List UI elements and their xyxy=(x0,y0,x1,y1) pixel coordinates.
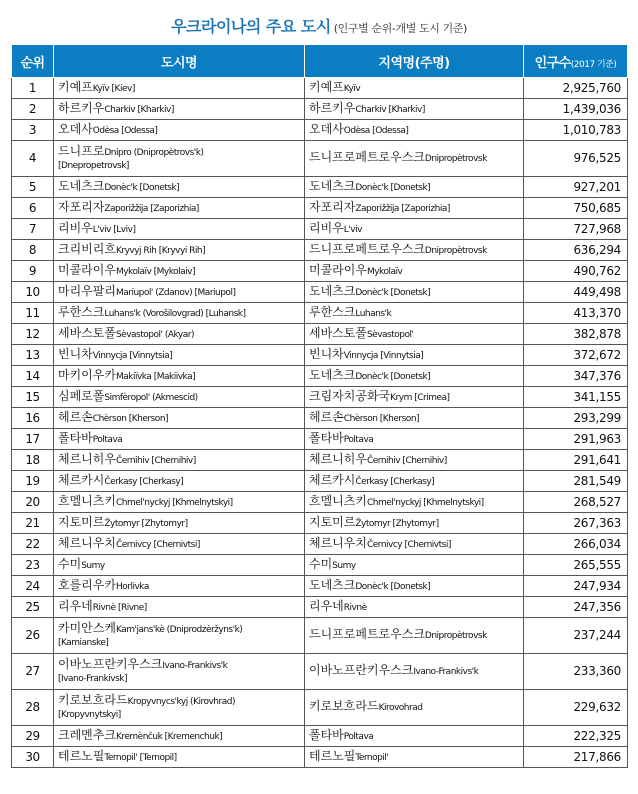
region-cell xyxy=(305,198,524,219)
rank-cell: 14 xyxy=(12,366,54,387)
city-name-korean: 키로보흐라드 xyxy=(58,692,128,707)
region-cell xyxy=(305,282,524,303)
population-cell: 1,010,783 xyxy=(524,120,628,141)
city-cell xyxy=(54,654,305,690)
region-name-latin: Rivnè xyxy=(343,602,367,613)
region-name-korean: 체르니히우 xyxy=(309,451,367,466)
population-cell: 247,356 xyxy=(524,597,628,618)
region-name-latin: Krym [Crimea] xyxy=(390,392,450,403)
table-row xyxy=(12,555,628,576)
rank-cell: 15 xyxy=(12,387,54,408)
city-cell xyxy=(54,99,305,120)
rank-cell: 8 xyxy=(12,240,54,261)
city-name-korean: 이바노프란키우스크 xyxy=(58,656,163,671)
region-name-latin: Dnipropètrovsk xyxy=(424,631,487,641)
table-row xyxy=(12,597,628,618)
table-row xyxy=(12,99,628,120)
rank-cell: 26 xyxy=(12,618,54,654)
table-row xyxy=(12,78,628,99)
city-cell xyxy=(54,450,305,471)
population-cell: 217,866 xyxy=(524,747,628,768)
city-name-latin-alt: [Kamianske] xyxy=(58,637,109,648)
region-name-latin: Odèsa [Odessa] xyxy=(343,125,409,136)
city-cell xyxy=(54,303,305,324)
city-cell xyxy=(54,324,305,345)
rank-cell: 27 xyxy=(12,654,54,690)
region-cell xyxy=(305,219,524,240)
city-cell xyxy=(54,177,305,198)
city-name-korean: 루한스크 xyxy=(58,304,105,319)
city-name-latin: Chèrson [Kherson] xyxy=(92,413,169,424)
header-region: 지역명(주명) xyxy=(305,45,524,78)
table-row xyxy=(12,198,628,219)
city-name-latin: L'viv [Lviv] xyxy=(92,224,136,235)
region-name-latin: Kirovohrad xyxy=(378,703,423,713)
rank-cell: 3 xyxy=(12,120,54,141)
title-main: 우크라이나의 주요 도시 xyxy=(171,17,331,36)
table-row xyxy=(12,654,628,690)
rank-cell: 7 xyxy=(12,219,54,240)
city-name-korean: 드니프로 xyxy=(58,143,105,158)
city-cell xyxy=(54,240,305,261)
population-cell: 727,968 xyxy=(524,219,628,240)
city-name-korean: 테르노필 xyxy=(58,748,105,763)
city-cell xyxy=(54,141,305,177)
city-cell xyxy=(54,555,305,576)
table-row xyxy=(12,450,628,471)
city-name-latin: Horlivka xyxy=(115,581,149,592)
region-cell xyxy=(305,324,524,345)
region-cell xyxy=(305,387,524,408)
city-name-latin: Charkiv [Kharkiv] xyxy=(104,104,174,115)
rank-cell: 9 xyxy=(12,261,54,282)
title-subtitle: (인구별 순위-개별 도시 기준) xyxy=(333,22,467,35)
rank-cell: 4 xyxy=(12,141,54,177)
city-cell xyxy=(54,429,305,450)
region-name-latin: L'viv xyxy=(343,224,362,235)
region-name-korean: 하르키우 xyxy=(309,100,356,115)
rank-cell: 5 xyxy=(12,177,54,198)
header-population xyxy=(524,45,628,78)
city-name-latin: Luhans'k (Vorošilovgrad) [Luhansk] xyxy=(104,308,246,319)
population-cell: 976,525 xyxy=(524,141,628,177)
table-row xyxy=(12,534,628,555)
region-cell xyxy=(305,471,524,492)
rank-cell: 1 xyxy=(12,78,54,99)
region-cell xyxy=(305,345,524,366)
region-name-korean: 이바노프란키우스크 xyxy=(309,663,414,677)
city-name-latin: Sumy xyxy=(81,560,105,571)
region-name-latin: Donèc'k [Donetsk] xyxy=(355,581,431,592)
city-cell xyxy=(54,492,305,513)
city-name-korean: 하르키우 xyxy=(58,100,105,115)
population-cell: 382,878 xyxy=(524,324,628,345)
region-name-korean: 드니프로페트로우스크 xyxy=(309,150,425,164)
rank-cell: 16 xyxy=(12,408,54,429)
region-name-latin: Zaporižžija [Zaporizhia] xyxy=(355,203,450,214)
city-name-latin: Chmel'nyckyj [Khmelnytskyi] xyxy=(115,497,233,508)
table-row xyxy=(12,471,628,492)
table-row xyxy=(12,726,628,747)
rank-cell: 22 xyxy=(12,534,54,555)
population-cell: 413,370 xyxy=(524,303,628,324)
rank-cell: 18 xyxy=(12,450,54,471)
rank-cell: 2 xyxy=(12,99,54,120)
population-cell: 490,762 xyxy=(524,261,628,282)
rank-cell: 11 xyxy=(12,303,54,324)
region-name-korean: 루한스크 xyxy=(309,304,356,319)
rank-cell: 20 xyxy=(12,492,54,513)
city-name-latin: Dnipro (Dnipropètrovs'k) xyxy=(104,147,204,158)
city-cell xyxy=(54,219,305,240)
rank-cell: 23 xyxy=(12,555,54,576)
city-name-latin-alt: [Ivano-Frankivsk] xyxy=(58,673,128,684)
region-cell xyxy=(305,747,524,768)
table-row xyxy=(12,219,628,240)
city-name-korean: 수미 xyxy=(58,556,82,571)
city-name-latin: Černivcy [Chernivtsi] xyxy=(115,539,200,550)
region-name-latin: Černihiv [Chernihiv] xyxy=(366,455,447,466)
rank-cell: 29 xyxy=(12,726,54,747)
population-cell: 1,439,036 xyxy=(524,99,628,120)
population-cell: 372,672 xyxy=(524,345,628,366)
city-cell xyxy=(54,747,305,768)
table-row xyxy=(12,492,628,513)
region-name-korean: 수미 xyxy=(309,556,333,571)
region-name-korean: 지토미르 xyxy=(309,514,356,529)
city-name-latin: Ternopil' [Ternopil] xyxy=(104,752,177,763)
city-name-korean: 세바스토폴 xyxy=(58,325,116,340)
city-table xyxy=(11,44,628,768)
region-name-latin: Mykolaïv xyxy=(366,266,403,277)
region-name-latin: Donèc'k [Donetsk] xyxy=(355,182,431,193)
rank-cell: 10 xyxy=(12,282,54,303)
region-name-latin: Poltava xyxy=(343,434,374,445)
table-row xyxy=(12,177,628,198)
city-name-korean: 리우네 xyxy=(58,598,93,613)
city-name-latin: Mariupol' (Zdanov) [Mariupol] xyxy=(115,287,236,298)
region-name-latin: Poltava xyxy=(343,731,374,742)
region-name-korean: 드니프로페트로우스크 xyxy=(309,627,425,641)
city-name-latin: Kremènčuk [Kremenchuk] xyxy=(115,731,223,742)
rank-cell: 13 xyxy=(12,345,54,366)
population-cell: 247,934 xyxy=(524,576,628,597)
city-name-latin: Zaporižžija [Zaporizhia] xyxy=(104,203,199,214)
region-cell xyxy=(305,240,524,261)
city-cell xyxy=(54,366,305,387)
city-name-korean: 키예프 xyxy=(58,79,93,94)
city-name-korean: 빈니차 xyxy=(58,346,93,361)
rank-cell: 12 xyxy=(12,324,54,345)
rank-cell: 19 xyxy=(12,471,54,492)
city-cell xyxy=(54,282,305,303)
table-row xyxy=(12,576,628,597)
city-name-korean: 크리비리흐 xyxy=(58,241,116,256)
population-cell: 267,363 xyxy=(524,513,628,534)
rank-cell: 24 xyxy=(12,576,54,597)
region-name-latin: Luhans'k xyxy=(355,308,392,319)
table-row xyxy=(12,141,628,177)
region-name-korean: 체르니우치 xyxy=(309,535,367,550)
region-cell xyxy=(305,408,524,429)
city-cell xyxy=(54,387,305,408)
population-cell: 636,294 xyxy=(524,240,628,261)
population-cell: 291,963 xyxy=(524,429,628,450)
city-cell xyxy=(54,576,305,597)
region-cell xyxy=(305,303,524,324)
city-name-korean: 마리우팔리 xyxy=(58,283,116,298)
table-row xyxy=(12,120,628,141)
city-name-korean: 체르니히우 xyxy=(58,451,116,466)
header-city: 도시명 xyxy=(54,45,305,78)
population-cell: 927,201 xyxy=(524,177,628,198)
city-name-latin: Kryvyj Rih [Kryvyi Rih] xyxy=(115,245,206,256)
region-name-korean: 키로보흐라드 xyxy=(309,699,379,713)
city-cell xyxy=(54,597,305,618)
city-name-korean: 도네츠크 xyxy=(58,178,105,193)
region-name-korean: 도네츠크 xyxy=(309,283,356,298)
region-name-latin: Charkiv [Kharkiv] xyxy=(355,104,425,115)
region-cell xyxy=(305,429,524,450)
rank-cell: 21 xyxy=(12,513,54,534)
city-name-korean: 체르니우치 xyxy=(58,535,116,550)
region-name-korean: 빈니차 xyxy=(309,346,344,361)
table-row xyxy=(12,429,628,450)
region-name-latin: Chmel'nyckyj [Khmelnytskyi] xyxy=(366,497,484,508)
city-cell xyxy=(54,690,305,726)
city-name-korean: 흐멜니츠키 xyxy=(58,493,116,508)
city-name-latin-alt: [Dnepropetrovsk] xyxy=(58,160,129,171)
region-name-latin: Dnipropètrovsk xyxy=(424,154,487,164)
city-name-korean: 심페로폴 xyxy=(58,388,105,403)
region-name-korean: 흐멜니츠키 xyxy=(309,493,367,508)
city-name-latin: Simfèropol' (Akmescid) xyxy=(104,392,198,403)
region-cell xyxy=(305,261,524,282)
region-cell xyxy=(305,726,524,747)
table-row xyxy=(12,240,628,261)
city-name-latin: Donèc'k [Donetsk] xyxy=(104,182,180,193)
city-name-korean: 크레멘추크 xyxy=(58,727,116,742)
population-cell: 293,299 xyxy=(524,408,628,429)
city-name-latin-alt: [Kropyvnytskyi] xyxy=(58,709,121,720)
city-cell xyxy=(54,345,305,366)
region-name-korean: 세바스토폴 xyxy=(309,325,367,340)
city-name-korean: 폴타바 xyxy=(58,430,93,445)
table-row xyxy=(12,513,628,534)
region-name-korean: 키예프 xyxy=(309,79,344,94)
population-cell: 449,498 xyxy=(524,282,628,303)
city-name-latin: Žytomyr [Zhytomyr] xyxy=(104,518,188,529)
population-cell: 291,641 xyxy=(524,450,628,471)
table-row xyxy=(12,345,628,366)
rank-cell: 28 xyxy=(12,690,54,726)
region-name-korean: 오데사 xyxy=(309,121,344,136)
region-name-korean: 테르노필 xyxy=(309,748,356,763)
city-name-korean: 지토미르 xyxy=(58,514,105,529)
region-name-korean: 자포리자 xyxy=(309,199,356,214)
region-cell xyxy=(305,576,524,597)
region-cell xyxy=(305,366,524,387)
population-cell: 2,925,760 xyxy=(524,78,628,99)
population-cell: 347,376 xyxy=(524,366,628,387)
region-name-korean: 미콜라이우 xyxy=(309,262,367,277)
region-name-latin: Donèc'k [Donetsk] xyxy=(355,287,431,298)
city-name-korean: 미콜라이우 xyxy=(58,262,116,277)
region-cell xyxy=(305,141,524,177)
table-row xyxy=(12,618,628,654)
city-name-korean: 마키이우카 xyxy=(58,367,116,382)
city-name-latin: Rivnè [Rivne] xyxy=(92,602,147,613)
rank-cell: 30 xyxy=(12,747,54,768)
table-row xyxy=(12,324,628,345)
city-name-latin: Vinnycja [Vinnytsia] xyxy=(92,350,173,361)
rank-cell: 17 xyxy=(12,429,54,450)
city-name-korean: 헤르손 xyxy=(58,409,93,424)
table-header-row xyxy=(12,45,628,78)
population-cell: 265,555 xyxy=(524,555,628,576)
city-name-korean: 오데사 xyxy=(58,121,93,136)
city-name-latin: Ivano-Frankivs'k xyxy=(162,660,228,671)
region-cell xyxy=(305,450,524,471)
city-cell xyxy=(54,534,305,555)
city-cell xyxy=(54,726,305,747)
population-cell: 281,549 xyxy=(524,471,628,492)
city-name-korean: 호를리우카 xyxy=(58,577,116,592)
population-cell: 268,527 xyxy=(524,492,628,513)
region-name-latin: Čerkasy [Cherkasy] xyxy=(355,476,435,487)
city-name-latin: Makiïvka [Makiivka] xyxy=(115,371,196,382)
table-row xyxy=(12,303,628,324)
city-cell xyxy=(54,471,305,492)
rank-cell: 6 xyxy=(12,198,54,219)
region-name-korean: 크림자치공화국 xyxy=(309,388,391,403)
city-name-latin: Černihiv [Chernihiv] xyxy=(115,455,196,466)
region-name-latin: Dnipropètrovsk xyxy=(424,245,487,256)
population-cell: 341,155 xyxy=(524,387,628,408)
region-name-latin: Sumy xyxy=(332,560,356,571)
city-cell xyxy=(54,198,305,219)
region-name-korean: 드니프로페트로우스크 xyxy=(309,241,425,256)
region-name-latin: Ternopil' xyxy=(355,752,389,763)
region-cell xyxy=(305,654,524,690)
region-name-korean: 헤르손 xyxy=(309,409,344,424)
region-name-korean: 도네츠크 xyxy=(309,367,356,382)
table-row xyxy=(12,282,628,303)
region-name-korean: 체르카시 xyxy=(309,472,356,487)
region-cell xyxy=(305,513,524,534)
region-name-korean: 폴타바 xyxy=(309,727,344,742)
city-name-latin: Kyïv [Kiev] xyxy=(92,83,135,94)
city-cell xyxy=(54,261,305,282)
population-cell: 229,632 xyxy=(524,690,628,726)
region-name-latin: Kyïv xyxy=(343,83,361,94)
region-cell xyxy=(305,492,524,513)
city-name-latin: Čerkasy [Cherkasy] xyxy=(104,476,184,487)
table-row xyxy=(12,408,628,429)
city-name-korean: 카미안스케 xyxy=(58,620,116,635)
city-cell xyxy=(54,120,305,141)
region-name-latin: Donèc'k [Donetsk] xyxy=(355,371,431,382)
region-name-latin: Žytomyr [Zhytomyr] xyxy=(355,518,439,529)
header-rank: 순위 xyxy=(12,45,54,78)
population-cell: 266,034 xyxy=(524,534,628,555)
rank-cell: 25 xyxy=(12,597,54,618)
region-cell xyxy=(305,555,524,576)
city-cell xyxy=(54,78,305,99)
region-name-latin: Vinnycja [Vinnytsia] xyxy=(343,350,424,361)
region-cell xyxy=(305,618,524,654)
region-name-latin: Ivano-Frankivs'k xyxy=(413,667,479,677)
region-cell xyxy=(305,120,524,141)
population-cell: 222,325 xyxy=(524,726,628,747)
table-body xyxy=(12,78,628,768)
table-row xyxy=(12,366,628,387)
region-name-korean: 리비우 xyxy=(309,220,344,235)
city-name-latin: Mykolaïv [Mykolaiv] xyxy=(115,266,196,277)
region-cell xyxy=(305,177,524,198)
table-row xyxy=(12,261,628,282)
city-name-korean: 리비우 xyxy=(58,220,93,235)
table-row xyxy=(12,690,628,726)
city-cell xyxy=(54,618,305,654)
region-cell xyxy=(305,78,524,99)
city-name-latin: Kropyvnycs'kyj (Kirovhrad) xyxy=(127,696,235,707)
region-name-korean: 폴타바 xyxy=(309,430,344,445)
region-name-korean: 도네츠크 xyxy=(309,577,356,592)
city-cell xyxy=(54,513,305,534)
header-population-label: 인구수 xyxy=(534,55,571,71)
table-row xyxy=(12,747,628,768)
city-name-korean: 체르카시 xyxy=(58,472,105,487)
region-name-korean: 도네츠크 xyxy=(309,178,356,193)
header-population-note: (2017 기준) xyxy=(570,59,617,70)
region-name-latin: Sèvastopol' xyxy=(366,329,414,340)
region-cell xyxy=(305,99,524,120)
city-name-korean: 자포리자 xyxy=(58,199,105,214)
population-cell: 750,685 xyxy=(524,198,628,219)
region-cell xyxy=(305,597,524,618)
city-name-latin: Odèsa [Odessa] xyxy=(92,125,158,136)
city-name-latin: Kam'jans'kè (Dniprodzèržyns'k) xyxy=(115,624,243,635)
region-cell xyxy=(305,690,524,726)
city-cell xyxy=(54,408,305,429)
region-name-korean: 리우네 xyxy=(309,598,344,613)
city-name-latin: Poltava xyxy=(92,434,123,445)
region-name-latin: Chèrson [Kherson] xyxy=(343,413,420,424)
region-name-latin: Černivcy [Chernivtsi] xyxy=(366,539,451,550)
region-cell xyxy=(305,534,524,555)
page-title xyxy=(0,14,638,37)
table-row xyxy=(12,387,628,408)
population-cell: 233,360 xyxy=(524,654,628,690)
city-name-latin: Sèvastopol' (Akyar) xyxy=(115,329,194,340)
population-cell: 237,244 xyxy=(524,618,628,654)
